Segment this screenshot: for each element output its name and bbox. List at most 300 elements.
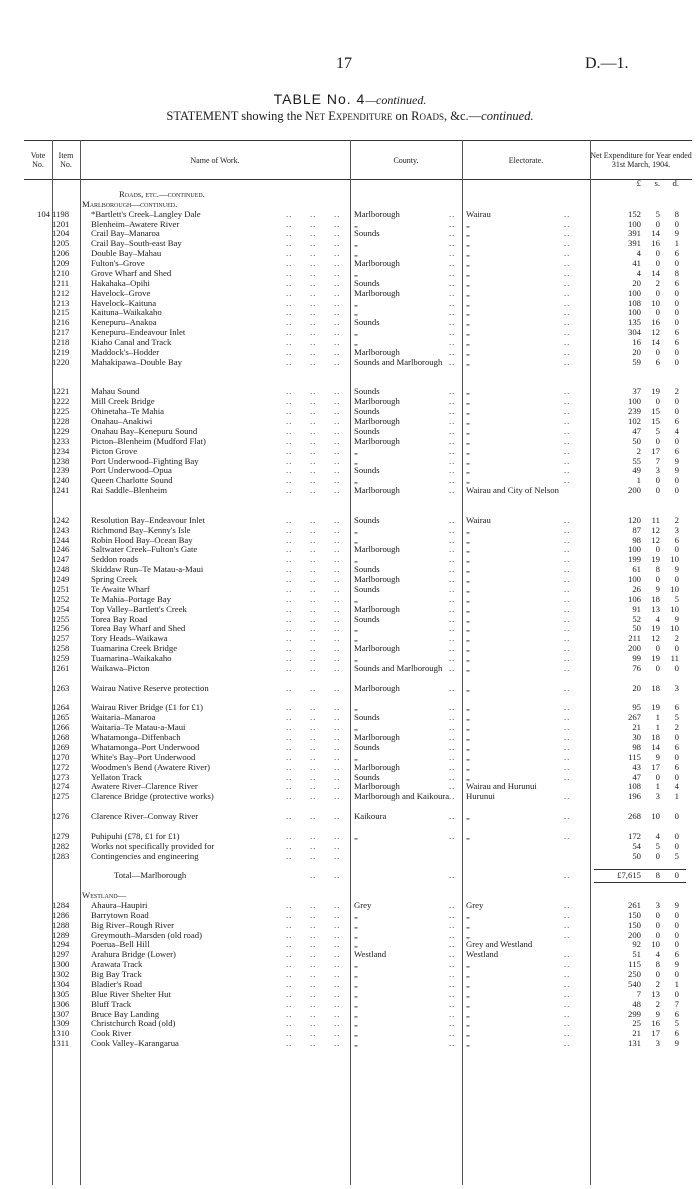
pence: 0 [674,485,679,496]
pounds: 41 [632,258,641,268]
leader-dots: .. [310,909,317,920]
item-number: 1269 [52,741,70,752]
leader-dots: .. [334,653,341,663]
leader-dots: .. [564,524,571,535]
leader-dots: .. [286,475,293,486]
item-number: 1268 [52,732,70,742]
leader-dots: .. [334,751,341,762]
county: Sounds [354,465,380,476]
leader-dots: .. [334,524,341,535]
leader-dots: .. [334,781,341,792]
header-electorate: Electorate. [508,155,544,165]
total-pounds: £7,615 [617,870,641,881]
item-number: 1241 [52,485,70,496]
pounds: 200 [627,485,641,496]
county: „ [354,445,358,456]
leader-dots: .. [449,988,456,999]
electorate: „ [466,465,470,476]
leader-dots: .. [564,633,571,644]
electorate: Hurunui [466,791,495,802]
shillings: 10 [651,297,660,308]
work-name: Barrytown Road [91,909,149,920]
leader-dots: .. [449,781,456,792]
leader-dots: .. [334,959,341,970]
leader-dots: .. [564,998,571,1009]
pence: 0 [674,406,679,417]
leader-dots: .. [334,327,341,338]
county: Marlborough [354,287,400,298]
leader-dots: .. [449,899,456,910]
county: „ [354,267,358,278]
county: Marlborough and Kaikoura [354,791,450,802]
leader-dots: .. [334,712,341,723]
work-name: Greymouth–Marsden (old road) [91,929,202,940]
work-name: Awatere River–Clarence River [91,781,198,792]
leader-dots: .. [310,524,317,535]
shillings: 8 [655,564,660,575]
electorate: „ [466,396,470,407]
leader-dots: .. [286,899,293,910]
electorate: „ [466,623,470,634]
shillings: 5 [655,840,660,851]
pounds: 108 [627,781,641,792]
shillings: 9 [655,751,660,762]
leader-dots: .. [286,218,293,229]
leader-dots: .. [449,682,456,693]
leader-dots: .. [286,682,293,693]
leader-dots: .. [310,208,317,219]
electorate: „ [466,218,470,229]
leader-dots: .. [564,969,571,979]
item-number: 1209 [52,258,70,268]
shillings: 0 [655,969,660,979]
pounds: 100 [627,218,641,229]
work-name: Puhipuhi (£78, £1 for £1) [91,830,180,841]
shilling-sign: s. [654,178,660,188]
leader-dots: .. [334,267,341,278]
expenditure-table [24,180,692,1049]
leader-dots: .. [310,425,317,436]
leader-dots: .. [334,998,341,1009]
leader-dots: .. [310,406,317,417]
leader-dots: .. [334,761,341,772]
leader-dots: .. [286,514,293,525]
leader-dots: .. [564,208,571,219]
pence: 2 [674,633,679,644]
item-number: 1229 [52,425,70,436]
shillings: 3 [655,791,660,802]
leader-dots: .. [286,603,293,614]
electorate: Wairau [466,208,491,219]
leader-dots: .. [286,1018,293,1029]
shillings: 0 [655,643,660,654]
pence: 0 [674,574,679,584]
pence: 4 [674,781,679,792]
pounds: 100 [627,574,641,584]
leader-dots: .. [564,297,571,308]
shillings: 11 [651,514,660,525]
leader-dots: .. [334,1008,341,1019]
item-number: 1251 [52,583,70,594]
pence: 6 [674,445,679,456]
leader-dots: .. [564,465,571,476]
leader-dots: .. [564,919,571,930]
electorate: „ [466,998,470,1009]
pounds: 4 [636,248,641,259]
leader-dots: .. [310,554,317,565]
leader-dots: .. [286,751,293,762]
leader-dots: .. [310,811,317,821]
leader-dots: .. [310,267,317,278]
leader-dots: .. [310,919,317,930]
county: „ [354,623,358,634]
leader-dots: .. [564,870,571,881]
table-row [24,358,692,368]
county: „ [354,969,358,979]
county: Marlborough [354,643,400,654]
work-name: Blenheim–Awatere River [91,218,180,229]
leader-dots: .. [310,870,317,881]
item-number: 1284 [52,899,70,910]
leader-dots: .. [564,346,571,357]
leader-dots: .. [564,623,571,634]
leader-dots: .. [310,653,317,663]
pence: 1 [674,791,679,802]
leader-dots: .. [286,633,293,644]
county: Westland [354,949,387,960]
pounds: 30 [632,732,641,742]
shillings: 9 [655,583,660,594]
electorate: „ [466,307,470,318]
pence-sign: d. [672,178,679,188]
leader-dots: .. [449,702,456,713]
leader-dots: .. [564,751,571,762]
item-number: 1289 [52,929,70,940]
leader-dots: .. [334,1018,341,1029]
work-name: Wairau River Bridge (£1 for £1) [91,702,203,713]
item-number: 1240 [52,475,70,486]
pence: 0 [674,643,679,654]
work-name: Waikawa–Picton [91,662,150,673]
leader-dots: .. [564,643,571,654]
electorate: „ [466,416,470,426]
item-number: 1247 [52,554,70,565]
item-number: 1307 [52,1008,70,1019]
leader-dots: .. [564,909,571,920]
county: Marlborough [354,781,400,792]
item-number: 1257 [52,633,70,644]
leader-dots: .. [449,811,456,821]
pounds: 131 [627,1038,641,1049]
leader-dots: .. [449,919,456,930]
leader-dots: .. [310,1028,317,1039]
shillings: 0 [655,218,660,229]
leader-dots: .. [334,416,341,426]
leader-dots: .. [449,751,456,762]
work-name: Fulton's–Grove [91,258,145,268]
work-name: Mill Creek Bridge [91,396,155,407]
work-name: Port Underwood–Fighting Bay [91,455,199,466]
item-number: 1212 [52,287,70,298]
leader-dots: .. [564,988,571,999]
pence: 0 [674,356,679,367]
shillings: 16 [651,1018,660,1029]
leader-dots: .. [334,554,341,565]
pence: 6 [674,248,679,259]
leader-dots: .. [334,939,341,950]
leader-dots: .. [286,702,293,713]
leader-dots: .. [286,574,293,584]
item-number: 1266 [52,722,70,733]
shillings: 5 [655,208,660,219]
shillings: 18 [651,593,660,604]
item-number: 1219 [52,346,70,357]
leader-dots: .. [334,514,341,525]
shillings: 14 [651,741,660,752]
leader-dots: .. [449,475,456,486]
work-name: Clarence Bridge (protective works) [91,791,214,802]
leader-dots: .. [310,346,317,357]
pounds: 50 [632,435,641,446]
marlborough-heading: Marlborough—continued. [82,198,178,209]
leader-dots: .. [449,741,456,752]
shillings: 17 [651,761,660,772]
leader-dots: .. [564,978,571,989]
county: Marlborough [354,485,400,496]
shillings: 3 [655,465,660,476]
item-number: 1243 [52,524,70,535]
work-name: Rai Saddle–Blenheim [91,485,168,496]
item-number: 1215 [52,307,70,318]
leader-dots: .. [286,248,293,259]
pence: 10 [670,623,679,634]
leader-dots: .. [564,662,571,673]
electorate: Grey and Westland [466,939,533,950]
leader-dots: .. [564,1008,571,1019]
pounds: 135 [627,317,641,328]
pence: 9 [674,455,679,466]
leader-dots: .. [449,1018,456,1029]
leader-dots: .. [334,870,341,881]
pounds: 150 [627,919,641,930]
pence: 0 [674,939,679,950]
shillings: 19 [651,554,660,565]
county: „ [354,751,358,762]
pounds: 391 [627,228,641,239]
pence: 5 [674,850,679,861]
pounds: 92 [632,939,641,950]
leader-dots: .. [334,1028,341,1039]
leader-dots: .. [286,988,293,999]
county: Sounds [354,564,380,575]
leader-dots: .. [286,287,293,298]
pounds: 47 [632,425,641,436]
county: Sounds [354,771,380,782]
electorate: „ [466,425,470,436]
shillings: 4 [655,613,660,624]
leader-dots: .. [310,485,317,496]
leader-dots: .. [310,662,317,673]
electorate: „ [466,297,470,308]
item-number: 1258 [52,643,70,654]
leader-dots: .. [286,1038,293,1049]
county: „ [354,297,358,308]
leader-dots: .. [564,356,571,367]
electorate: „ [466,574,470,584]
pounds: 100 [627,287,641,298]
pence: 0 [674,830,679,841]
shillings: 2 [655,277,660,288]
shillings: 7 [655,455,660,466]
item-number: 1270 [52,751,70,762]
header-expenditure: Net Expenditure for Year ended 31st March, 1904. [590,151,692,169]
pounds: 102 [627,416,641,426]
county: „ [354,327,358,338]
pounds: 98 [632,741,641,752]
pence: 1 [674,978,679,989]
pence: 0 [674,307,679,318]
leader-dots: .. [449,267,456,278]
item-number: 1310 [52,1028,70,1039]
item-number: 1272 [52,761,70,772]
work-name: Kiaho Canal and Track [91,337,172,347]
table-header [24,140,692,180]
county: Marlborough [354,258,400,268]
leader-dots: .. [449,830,456,841]
item-number: 1276 [52,811,70,821]
leader-dots: .. [310,732,317,742]
pounds: 61 [632,564,641,575]
page-number: 17 [336,55,352,72]
electorate: „ [466,712,470,723]
leader-dots: .. [564,475,571,486]
item-number: 1238 [52,455,70,466]
leader-dots: .. [286,850,293,861]
county: „ [354,238,358,249]
leader-dots: .. [449,327,456,338]
county: „ [354,702,358,713]
pounds: 20 [632,346,641,357]
pence: 9 [674,899,679,910]
electorate: „ [466,445,470,456]
item-number: 1297 [52,949,70,960]
item-number: 1282 [52,840,70,851]
pounds: 55 [632,455,641,466]
work-name: Mahakipawa–Double Bay [91,356,182,367]
electorate: „ [466,406,470,417]
pounds: 304 [627,327,641,338]
county: Sounds [354,741,380,752]
leader-dots: .. [334,771,341,782]
leader-dots: .. [334,988,341,999]
leader-dots: .. [286,741,293,752]
electorate: „ [466,761,470,772]
total-shillings: 8 [655,870,660,881]
item-number: 1300 [52,959,70,970]
shillings: 17 [651,1028,660,1039]
leader-dots: .. [334,485,341,496]
leader-dots: .. [334,258,341,268]
work-name: Te Awaite Wharf [91,583,150,594]
county: Sounds [354,712,380,723]
leader-dots: .. [449,791,456,802]
leader-dots: .. [449,1038,456,1049]
leader-dots: .. [310,475,317,486]
work-name: Bladier's Road [91,978,143,989]
electorate: „ [466,929,470,940]
leader-dots: .. [334,396,341,407]
electorate: „ [466,653,470,663]
electorate: „ [466,435,470,446]
leader-dots: .. [449,228,456,239]
leader-dots: .. [564,653,571,663]
pounds: 199 [627,554,641,565]
item-number: 1249 [52,574,70,584]
county: „ [354,998,358,1009]
leader-dots: .. [286,998,293,1009]
leader-dots: .. [310,643,317,654]
pounds: 50 [632,850,641,861]
leader-dots: .. [334,722,341,733]
work-name: Arahura Bridge (Lower) [91,949,176,960]
work-name: Onahau Bay–Kenepuru Sound [91,425,198,436]
item-number: 1279 [52,830,70,841]
electorate: „ [466,959,470,970]
item-number: 1311 [52,1038,70,1049]
leader-dots: .. [449,939,456,950]
leader-dots: .. [334,297,341,308]
leader-dots: .. [564,830,571,841]
leader-dots: .. [310,1008,317,1019]
leader-dots: .. [310,258,317,268]
county: „ [354,959,358,970]
pence: 0 [674,218,679,229]
electorate: „ [466,988,470,999]
leader-dots: .. [286,356,293,367]
pence: 0 [674,317,679,328]
leader-dots: .. [334,386,341,397]
pence: 0 [674,751,679,762]
leader-dots: .. [286,653,293,663]
work-name: Picton–Blenheim (Mudford Flat) [91,435,206,446]
leader-dots: .. [564,613,571,624]
leader-dots: .. [564,593,571,604]
leader-dots: .. [564,307,571,318]
leader-dots: .. [310,702,317,713]
shillings: 3 [655,899,660,910]
county: Marlborough [354,208,400,219]
header-name: Name of Work. [190,155,240,165]
item-number: 1248 [52,564,70,575]
leader-dots: .. [449,662,456,673]
pence: 6 [674,277,679,288]
leader-dots: .. [334,643,341,654]
county: „ [354,919,358,930]
pence: 6 [674,416,679,426]
leader-dots: .. [334,603,341,614]
work-name: Double Bay–Mahau [91,248,162,259]
leader-dots: .. [286,435,293,446]
work-name: Waitaria–Manaroa [91,712,156,723]
leader-dots: .. [286,969,293,979]
shillings: 18 [651,682,660,693]
leader-dots: .. [449,653,456,663]
leader-dots: .. [286,761,293,772]
pence: 2 [674,514,679,525]
table-row [24,486,692,496]
pence: 10 [670,603,679,614]
electorate: „ [466,811,470,821]
